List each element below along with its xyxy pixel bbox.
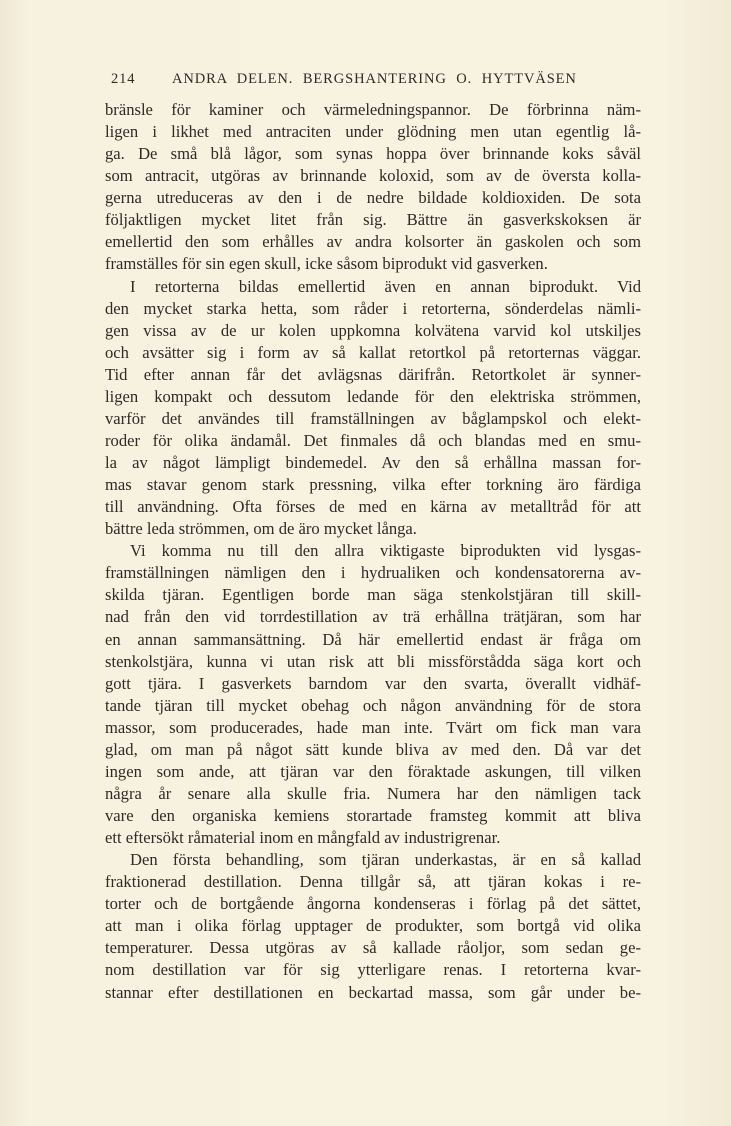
running-title: ANDRA DELEN. BERGSHANTERING O. HYTTVÄSEN	[172, 71, 577, 87]
text-line: skilda tjäran. Egentligen borde man säga stenkolstjäran till skill-	[105, 585, 641, 605]
text-line: emellertid den som erhålles av andra kolsorter än gaskolen och som	[105, 232, 641, 252]
text-line: varför det användes till framställningen av båglampskol och elekt-	[105, 408, 641, 428]
text-line: vare den organiska kemiens storartade framsteg kommit att bliva	[105, 806, 641, 825]
paragraph	[105, 849, 641, 1003]
text-line: roder för olika ändamål. Det finmales då och blandas med en smu-	[105, 430, 641, 450]
text-line: stenkolstjära, kunna vi utan risk att bli missförstådda säga kort och	[105, 651, 641, 671]
text-line: och avsätter sig i form av så kallat retortkol på retorternas väggar.	[105, 342, 641, 362]
text-line: ligen i likhet med antraciten under glödning men utan egentlig lå-	[105, 122, 641, 142]
paragraph	[105, 276, 641, 541]
text-line: som antracit, utgöras av brinnande koloxid, som av de översta kolla-	[105, 166, 641, 186]
paragraph	[105, 540, 641, 849]
paragraph	[105, 99, 641, 276]
text-line: tande tjäran till mycket obehag och någon användning för de stora	[105, 695, 641, 715]
text-line: en annan sammansättning. Då här emellertid endast är fråga om	[105, 629, 641, 649]
text-line: mas stavar genom stark pressning, vilka efter torkning äro färdiga	[105, 475, 641, 495]
text-line: temperaturer. Dessa utgöras av så kallade råoljor, som sedan ge-	[105, 938, 641, 958]
text-line: fraktionerad destillation. Denna tillgår så, att tjäran kokas i re-	[105, 872, 641, 892]
text-line: ligen kompakt och dessutom ledande för den elektriska strömmen,	[105, 386, 641, 406]
text-line: gen vissa av de ur kolen uppkomna kolvätena varvid kol utskiljes	[105, 320, 641, 340]
text-line: la av något lämpligt bindemedel. Av den så erhållna massan for-	[105, 453, 641, 472]
text-line: den mycket starka hetta, som råder i retorterna, sönderdelas nämli-	[105, 298, 641, 318]
text-line: I retorterna bildas emellertid även en annan biprodukt. Vid	[130, 276, 641, 296]
text-line: glad, om man på något sätt kunde bliva av med den. Då var det	[105, 739, 641, 759]
text-line: massor, som producerades, hade man inte. Tvärt om fick man vara	[105, 717, 641, 737]
text-line: Tid efter annan får det avlägsnas därifrån. Retortkolet är synner-	[105, 364, 641, 384]
body-text	[105, 99, 641, 1004]
text-line: stannar efter destillationen en beckartad massa, som går under be-	[105, 982, 641, 1002]
text-line: framställningen nämligen den i hydrualiken och kondensatorerna av-	[105, 563, 641, 583]
text-line: gerna utreduceras av den i de nedre bildade koldioxiden. De sota	[105, 188, 641, 208]
text-line: framställes för sin egen skull, icke såsom biprodukt vid gasverken.	[105, 254, 548, 274]
text-line: torter och de bortgående ångorna kondenseras i förlag på det sättet,	[105, 894, 641, 914]
page-header	[111, 71, 601, 91]
text-line: till användning. Ofta förses de med en kärna av metalltråd för att	[105, 497, 641, 517]
text-line: ett eftersökt råmaterial inom en mångfald av industrigrenar.	[105, 828, 501, 848]
text-line: bränsle för kaminer och värmeledningspannor. De förbrinna näm-	[105, 100, 641, 119]
text-line: Den första behandling, som tjäran underkastas, är en så kallad	[130, 850, 641, 870]
text-line: Vi komma nu till den allra viktigaste biprodukten vid lysgas-	[130, 541, 641, 561]
text-line: följaktligen mycket litet från sig. Bättre än gasverkskoksen är	[105, 210, 641, 230]
text-line: ga. De små blå lågor, som synas hoppa över brinnande koks såväl	[105, 144, 641, 164]
page-number: 214	[111, 71, 136, 87]
text-line: några år senare alla skulle fria. Numera har den nämligen tack	[105, 783, 641, 803]
text-line: ingen som ande, att tjäran var den föraktade askungen, till vilken	[105, 761, 641, 781]
text-line: gott tjära. I gasverkets barndom var den svarta, överallt vidhäf-	[105, 673, 641, 693]
text-line: nom destillation var för sig ytterligare renas. I retorterna kvar-	[105, 960, 641, 980]
text-line: bättre leda strömmen, om de äro mycket långa.	[105, 519, 417, 539]
text-line: att man i olika förlag upptager de produkter, som bortgå vid olika	[105, 916, 641, 936]
text-line: nad från den vid torrdestillation av trä erhållna trätjäran, som har	[105, 607, 641, 627]
